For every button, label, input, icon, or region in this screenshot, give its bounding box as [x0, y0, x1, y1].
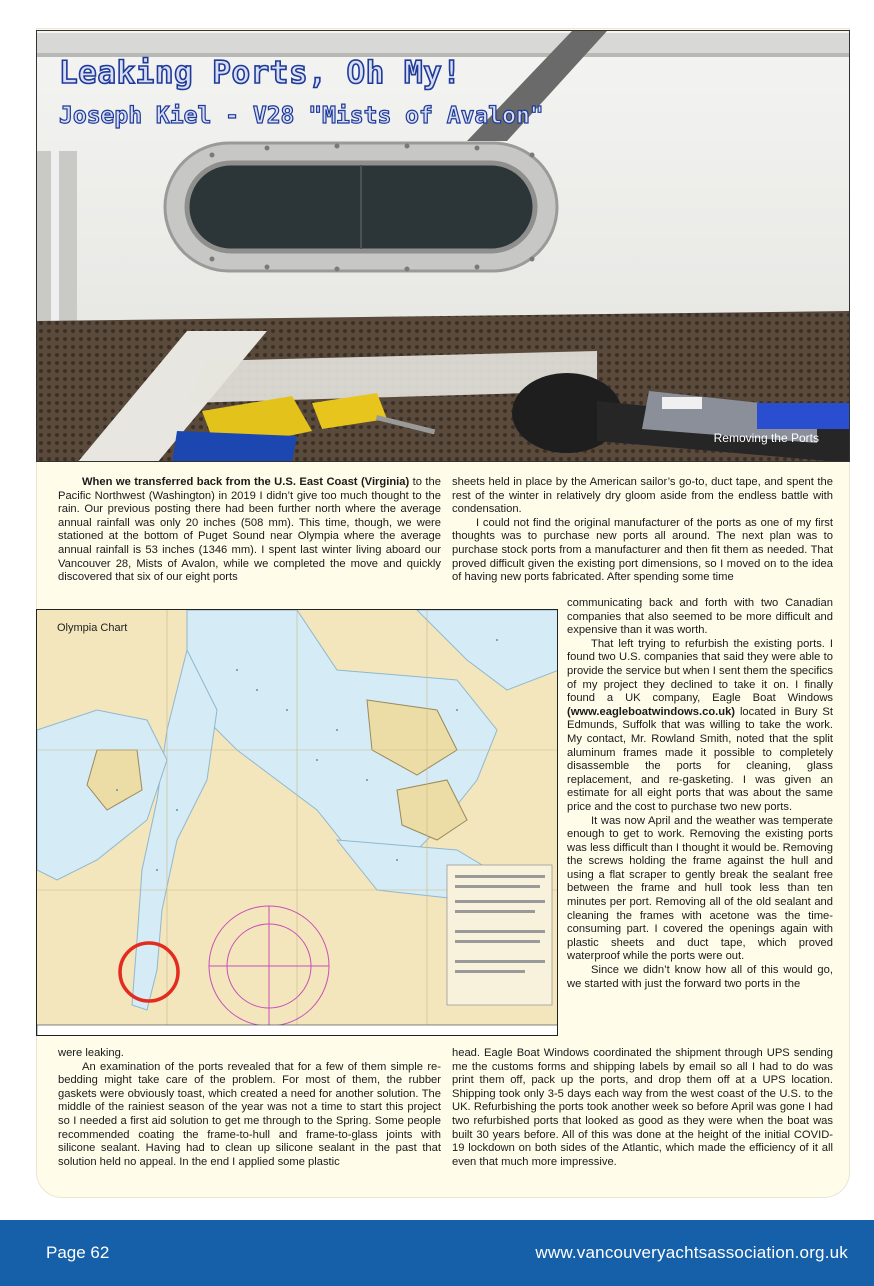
- column-2-top: [452, 476, 833, 585]
- paragraph-text: That left trying to refurbish the existing ports. I found two U.S. companies that said they were able to provide the service but when I sent them the specifics of my project they declined to take it on. I finally found a UK company, Eagle Boat Windows: [567, 637, 833, 705]
- lead-in: When we transferred back from the U.S. East Coast (Virginia): [82, 476, 410, 488]
- column-1-bottom: [58, 1047, 441, 1169]
- map-label: Olympia Chart: [57, 622, 128, 634]
- page-footer: [0, 1220, 874, 1286]
- paragraph: Since we didn’t know how all of this would go, we started with just the forward two ports in the: [567, 964, 833, 990]
- boat-port-photo: [37, 31, 850, 462]
- nautical-chart: [37, 610, 558, 1036]
- website-reference: (www.eagleboatwindows.co.uk): [567, 705, 736, 718]
- photo-caption: Removing the Ports: [713, 431, 819, 445]
- paragraph: I could not find the original manufacturer of the ports as one of my first thoughts was to purchase new ports all around. The next plan was to purchase stock ports from a manufacturer and then fit them as needed. That proved difficult given the existing port dimensions, so I moved on to the idea of having new ports fabricated. After spending some time: [452, 516, 833, 584]
- page-number: Page 62: [46, 1243, 110, 1262]
- paragraph: [58, 476, 441, 585]
- paragraph-text: located in Bury St Edmunds, Suffolk that was willing to take the work. My contact, Mr. Rowland Smith, noted that the split aluminum frames made it possible to completely disassemble the ports for cleaning, glass replacement, and re-gasketing. I was given an estimate for all eight ports that was about the same price and the cost to purchase two new ports.: [567, 705, 833, 813]
- article-title: Leaking Ports, Oh My!: [59, 55, 462, 91]
- column-2-mid: [567, 597, 833, 991]
- paragraph: sheets held in place by the American sailor’s go-to, duct tape, and spent the rest of the winter in relatively dry gloom aside from the endless battle with condensation.: [452, 476, 833, 516]
- paragraph-text: to the Pacific Northwest (Washington) in 2019 I didn’t give too much thought to the rain. Our previous posting there had been further north where the average annual rainfall was only 20 inches (508 mm). This time, though, we were stationed at the bottom of Puget Sound near Olympia where the average annual rainfall is 53 inches (1346 mm). I spent last winter living aboard our Vancouver 28, Mists of Avalon, while we completed the move and quickly discovered that six of our eight ports: [58, 476, 441, 584]
- column-1-top: [58, 476, 441, 585]
- paragraph: [567, 638, 833, 815]
- article-subtitle: Joseph Kiel - V28 "Mists of Avalon": [59, 103, 544, 129]
- column-2-bottom: [452, 1047, 833, 1169]
- paragraph: were leaking.: [58, 1047, 124, 1059]
- website-link[interactable]: www.vancouveryachtsassociation.org.uk: [535, 1243, 848, 1262]
- paragraph: head. Eagle Boat Windows coordinated the shipment through UPS sending me the customs forms and shipping labels by email so all I had to do was print them off, pack up the ports, and drop them off at a UPS location. Shipping took only 3-5 days each way from the west coast of the U.S. to the UK. Refurbishing the ports took another week so before April was gone I had two refurbished ports that looked as good as they were when the boat was built 30 years before. All of this was done at the height of the initial COVID-19 lockdown on both sides of the Atlantic, which made the efficiency of it all even that much more impressive.: [452, 1047, 833, 1168]
- paragraph: An examination of the ports revealed that for a few of them simple re-bedding might take care of the problem. For most of them, the rubber gaskets were obviously toast, which created a need for another solution. The middle of the rainiest season of the year was not a time to start this project so I needed a first aid solution to get me through to the Spring. Some people recommended coating the frame-to-hull and frame-to-glass joints with silicone sealant. Having had to clean up silicone sealant in the past that solution held no appeal. In the end I applied some plastic: [58, 1060, 441, 1168]
- olympia-chart-map: [36, 609, 558, 1036]
- hero-photo: [36, 30, 850, 462]
- paragraph: It was now April and the weather was temperate enough to get to work. Removing the existing ports was less difficult than I thought it would be. Removing the screws holding the frame against the hull and using a flat scraper to gently break the sealant free between the frame and hull took less than ten minutes per port. Removing all of the old sealant and cleaning the frames with acetone was the time-consuming part. I covered the openings again with plastic sheets and duct tape, which proved waterproof while the ports were out.: [567, 814, 833, 963]
- paragraph: communicating back and forth with two Canadian companies that also seemed to be more difficult and expensive than it was worth.: [567, 597, 833, 637]
